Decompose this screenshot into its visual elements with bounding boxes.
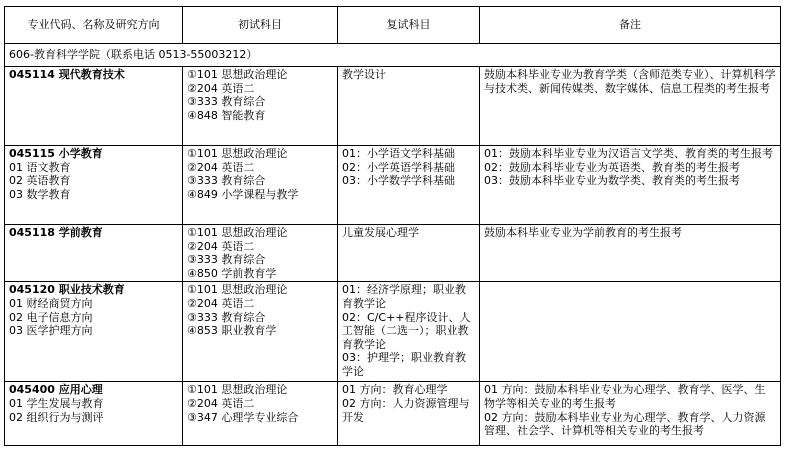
header-notes: 备注 [480,7,781,44]
retest-cell [338,225,480,282]
exams-cell [183,67,338,146]
notes-cell [480,67,781,146]
exam-item: ①101 思想政治理论 [187,283,288,297]
notes-cell [480,225,781,282]
note-item: 02 方向：鼓励本科毕业专业为心理学、教育学、人力资源管理、社会学、计算机等相关专业的考生报考 [484,410,766,438]
exam-item: ③347 心理学专业综合 [187,410,299,424]
retest-item: 01 方向：教育心理学 [342,383,448,397]
exam-item: ①101 思想政治理论 [187,68,288,81]
direction-item: 02 英语教育 [9,174,71,188]
admissions-table [4,6,781,446]
retest-cell [338,382,480,446]
direction-item: 03 数学教育 [9,187,71,201]
retest-cell [338,146,480,225]
exam-item: ②204 英语二 [187,296,255,310]
direction-item: 01 财经商贸方向 [9,296,93,310]
major-cell [5,146,183,225]
notes-cell [480,146,781,225]
retest-item: 02 方向：人力资源管理与开发 [342,396,470,424]
exam-item: ③333 教育综合 [187,253,266,267]
exams-cell [183,282,338,382]
notes-cell [480,382,781,446]
note-item: 鼓励本科毕业专业为教育学类（含师范类专业）、计算机科学与技术类、新闻传媒类、数字媒体、信息工程类的考生报考 [484,68,776,95]
header-major: 专业代码、名称及研究方向 [5,7,183,44]
exams-cell [183,382,338,446]
major-cell [5,67,183,146]
major-title: 045118 学前教育 [9,226,103,239]
note-item: 01：鼓励本科毕业专业为汉语言文学类、教育类的考生报考 [484,147,773,160]
note-item: 03：鼓励本科毕业专业为数学类、教育类的考生报考 [484,174,740,188]
exam-item: ②204 英语二 [187,239,255,253]
note-item: 02：鼓励本科毕业专业为英语类、教育类的考生报考 [484,160,740,174]
table-row [5,382,781,446]
table-row [5,67,781,146]
exam-item: ③333 教育综合 [187,174,266,188]
exam-item: ②204 英语二 [187,81,255,95]
direction-item: 01 学生发展与教育 [9,396,104,410]
retest-item: 02：小学英语学科基础 [342,160,455,174]
retest-item: 01：小学语文学科基础 [342,147,455,160]
table-row [5,225,781,282]
retest-item: 儿童发展心理学 [342,226,419,239]
department-row [5,44,781,67]
direction-item: 02 组织行为与测评 [9,410,104,424]
major-cell [5,225,183,282]
exam-item: ④849 小学课程与教学 [187,187,299,201]
retest-item: 教学设计 [342,68,386,81]
note-item: 鼓励本科毕业专业为学前教育的考生报考 [484,226,682,239]
exam-item: ④850 学前教育学 [187,266,277,280]
retest-item: 02：C/C++程序设计、人工智能（二选一）；职业教育教学论 [342,310,471,351]
direction-item: 02 电子信息方向 [9,310,93,324]
exam-item: ①101 思想政治理论 [187,226,288,239]
retest-cell [338,67,480,146]
header-retest: 复试科目 [338,7,480,44]
exam-item: ③333 教育综合 [187,310,266,324]
retest-item: 03：小学数学学科基础 [342,174,455,188]
exam-item: ②204 英语二 [187,160,255,174]
header-exams: 初试科目 [183,7,338,44]
retest-cell [338,282,480,382]
exam-item: ④848 智能教育 [187,108,266,122]
exam-item: ④853 职业教育学 [187,324,277,338]
exam-item: ①101 思想政治理论 [187,383,288,397]
retest-item: 01：经济学原理；职业教育教学论 [342,283,466,310]
exams-cell [183,225,338,282]
major-title: 045120 职业技术教育 [9,283,125,297]
major-cell [5,282,183,382]
department-name: 606-教育科学学院（联系电话 0513-55003212） [5,44,781,67]
retest-item: 03：护理学；职业教育教学论 [342,351,466,378]
exams-cell [183,146,338,225]
major-cell [5,382,183,446]
admissions-table-container [4,6,781,446]
table-row [5,146,781,225]
notes-cell [480,282,781,382]
direction-item: 03 医学护理方向 [9,324,93,338]
major-title: 045400 应用心理 [9,383,103,397]
header-row [5,7,781,44]
exam-item: ①101 思想政治理论 [187,147,288,160]
major-title: 045114 现代教育技术 [9,68,125,81]
exam-item: ②204 英语二 [187,396,255,410]
exam-item: ③333 教育综合 [187,95,266,109]
table-row [5,282,781,382]
note-item: 01 方向：鼓励本科毕业专业为心理学、教育学、医学、生物学等相关专业的考生报考 [484,383,766,410]
direction-item: 01 语文教育 [9,160,71,174]
major-title: 045115 小学教育 [9,147,103,160]
